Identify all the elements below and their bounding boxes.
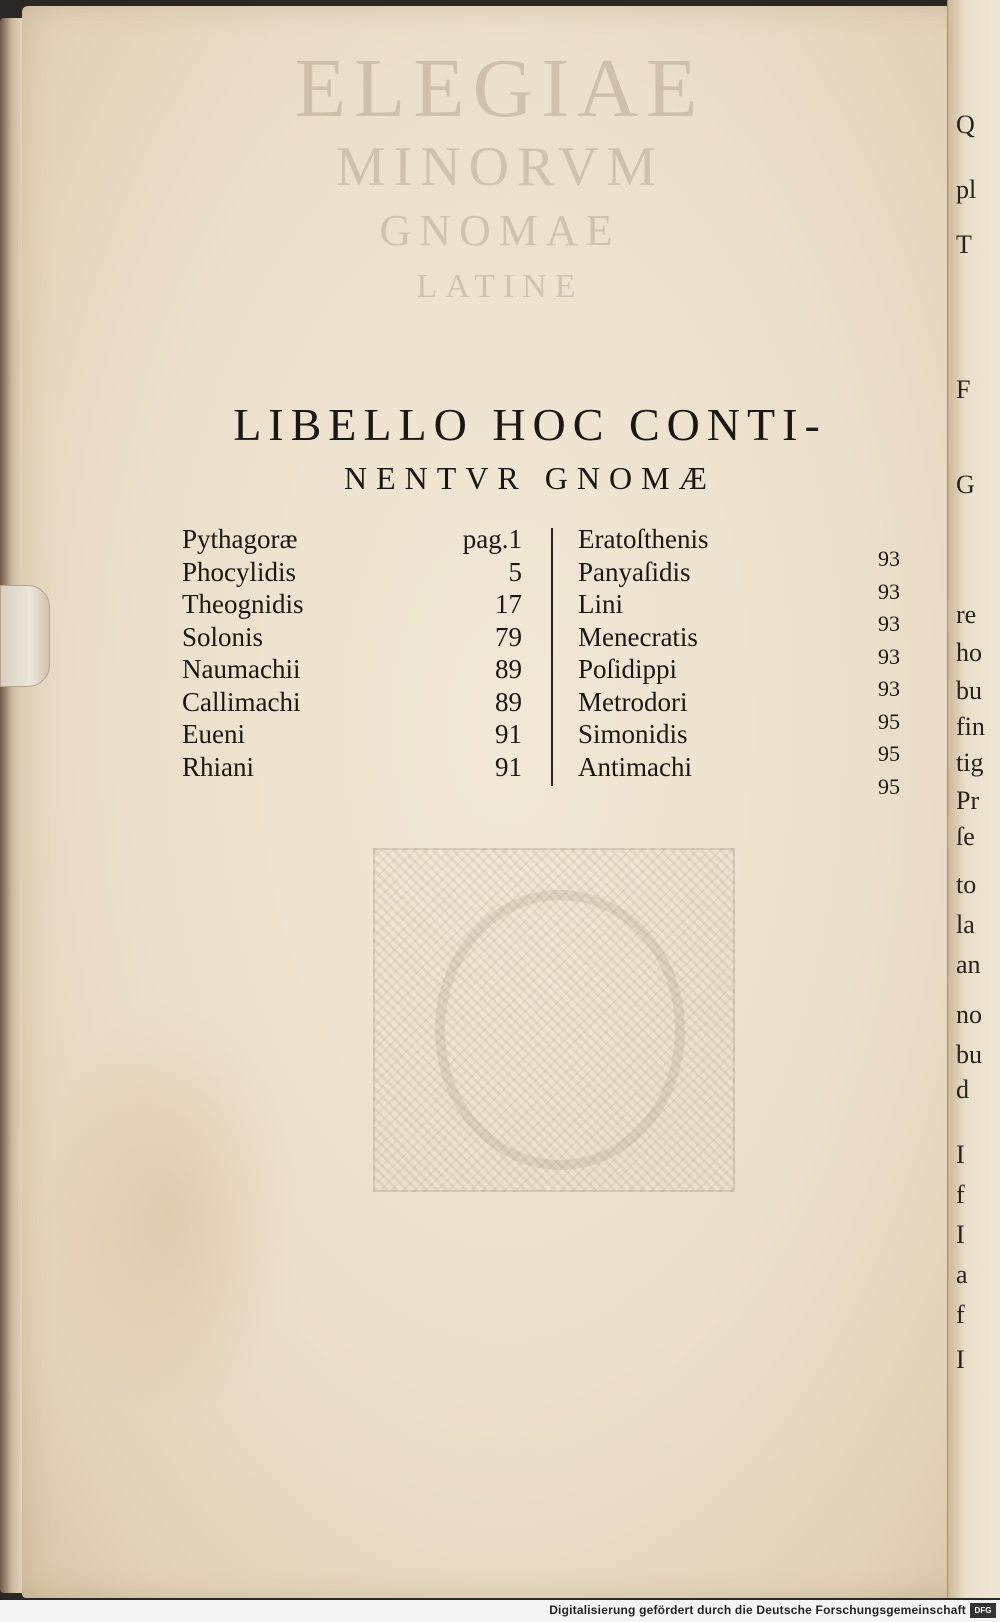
next-page-text-fragment: ſe [956, 822, 975, 851]
toc-entry-name: Metrodori [578, 686, 688, 717]
toc-entry [578, 557, 908, 590]
next-page-text-fragment: tig [956, 748, 984, 777]
toc-entry-name: Phocylidis [182, 556, 297, 587]
toc-entry-name: Menecratis [578, 621, 698, 652]
toc-entry-page: 95 [878, 741, 900, 766]
next-page-text-fragment: Pr [956, 786, 980, 815]
toc-entry [182, 687, 522, 720]
show-through-printer-device [373, 848, 735, 1192]
next-page-text-fragment: T [956, 230, 972, 259]
toc-entry-name: Lini [578, 589, 623, 619]
toc-entry [182, 557, 522, 590]
next-page-text-fragment: pl [956, 175, 977, 204]
dfg-logo: DFG [970, 1603, 996, 1618]
toc-entry-page: 93 [878, 676, 900, 701]
toc-entry [182, 719, 522, 752]
show-through-line: MINORVM [335, 136, 665, 198]
toc-entry-page: 93 [878, 546, 900, 571]
toc-right-page-numbers [878, 546, 918, 806]
show-through-line: GNOMAE [379, 206, 621, 255]
toc-entry [578, 524, 908, 557]
next-page-text-fragment: fin [956, 712, 985, 741]
toc-entry-name: Rhiani [182, 751, 254, 782]
toc-entry [182, 622, 522, 655]
toc-entry [578, 752, 908, 785]
next-page-text-fragment: f [956, 1300, 965, 1329]
next-page-text-fragment: I [956, 1220, 965, 1249]
toc-entry-page: 89 [495, 686, 522, 717]
toc-entry-name: Antimachi [578, 751, 692, 782]
toc-entry [578, 719, 908, 752]
toc-entry [578, 687, 908, 720]
toc-right-column [578, 524, 908, 784]
toc-left-column [182, 524, 522, 784]
toc-entry [578, 622, 908, 655]
column-divider [551, 528, 553, 786]
next-page-text-fragment: la [956, 910, 975, 939]
next-page-text-fragment: Q [956, 110, 975, 139]
toc-entry-page: pag.1 [462, 524, 522, 554]
digitization-footer [0, 1600, 1000, 1622]
toc-entry-page: 17 [495, 589, 522, 619]
paper-stain [40, 1000, 300, 1420]
next-page-text-fragment: a [956, 1260, 968, 1289]
next-page-text-fragment: f [956, 1180, 965, 1209]
toc-entry-page: 89 [495, 654, 522, 684]
toc-entry [182, 524, 522, 557]
toc-entry [578, 589, 908, 622]
toc-entry-name: Panyaſidis [578, 556, 691, 587]
next-page-text-fragment: to [956, 870, 977, 899]
next-page-text-fragment: G [956, 470, 975, 499]
toc-entry-name: Eratoſthenis [578, 524, 709, 554]
toc-entry [578, 654, 908, 687]
next-page-text-fragment: I [956, 1345, 965, 1374]
page-title: LIBELLO HOC CONTI- [233, 399, 827, 450]
toc-entry [182, 752, 522, 785]
next-page-text-fragment: F [956, 375, 971, 404]
toc-entry-page: 91 [495, 751, 522, 782]
toc-entry-name: Eueni [182, 719, 245, 749]
footer-credit: Digitalisierung gefördert durch die Deutsche Forschungsgemeinschaft [549, 1603, 966, 1617]
next-page-edge [947, 0, 1000, 1598]
toc-entry-page: 93 [878, 643, 900, 669]
next-page-text-fragment: no [956, 1000, 982, 1029]
page-subtitle: NENTVR GNOMÆ [344, 460, 716, 496]
toc-entry-name: Solonis [182, 621, 264, 652]
toc-entry-name: Pythagoræ [182, 524, 298, 554]
next-page-text-fragment: bu [956, 676, 982, 705]
next-page-text-fragment: d [956, 1075, 969, 1104]
toc-entry-page: 93 [878, 611, 900, 636]
page-clip [0, 585, 50, 687]
next-page-text-fragment: I [956, 1140, 965, 1169]
toc-entry-page: 5 [508, 556, 522, 587]
next-page-text-fragment: an [956, 950, 981, 979]
toc-entry [182, 589, 522, 622]
next-page-text-fragment: re [956, 600, 977, 629]
toc-entry-name: Poſidippi [578, 654, 678, 684]
toc-entry-name: Naumachii [182, 654, 301, 684]
show-through-line: ELEGIAE [294, 42, 706, 135]
toc-entry-name: Callimachi [182, 686, 301, 717]
toc-entry-page: 79 [495, 621, 522, 652]
toc-entry-page: 93 [878, 578, 900, 604]
toc-entry [182, 654, 522, 687]
toc-entry-page: 91 [495, 719, 522, 749]
toc-entry-name: Simonidis [578, 719, 688, 749]
show-through-line: LATINE [416, 268, 584, 305]
next-page-text-fragment: bu [956, 1040, 982, 1069]
next-page-text-fragment: ho [956, 638, 982, 667]
toc-entry-name: Theognidis [182, 589, 304, 619]
toc-entry-page: 95 [878, 708, 900, 734]
toc-entry-page: 95 [878, 773, 900, 799]
